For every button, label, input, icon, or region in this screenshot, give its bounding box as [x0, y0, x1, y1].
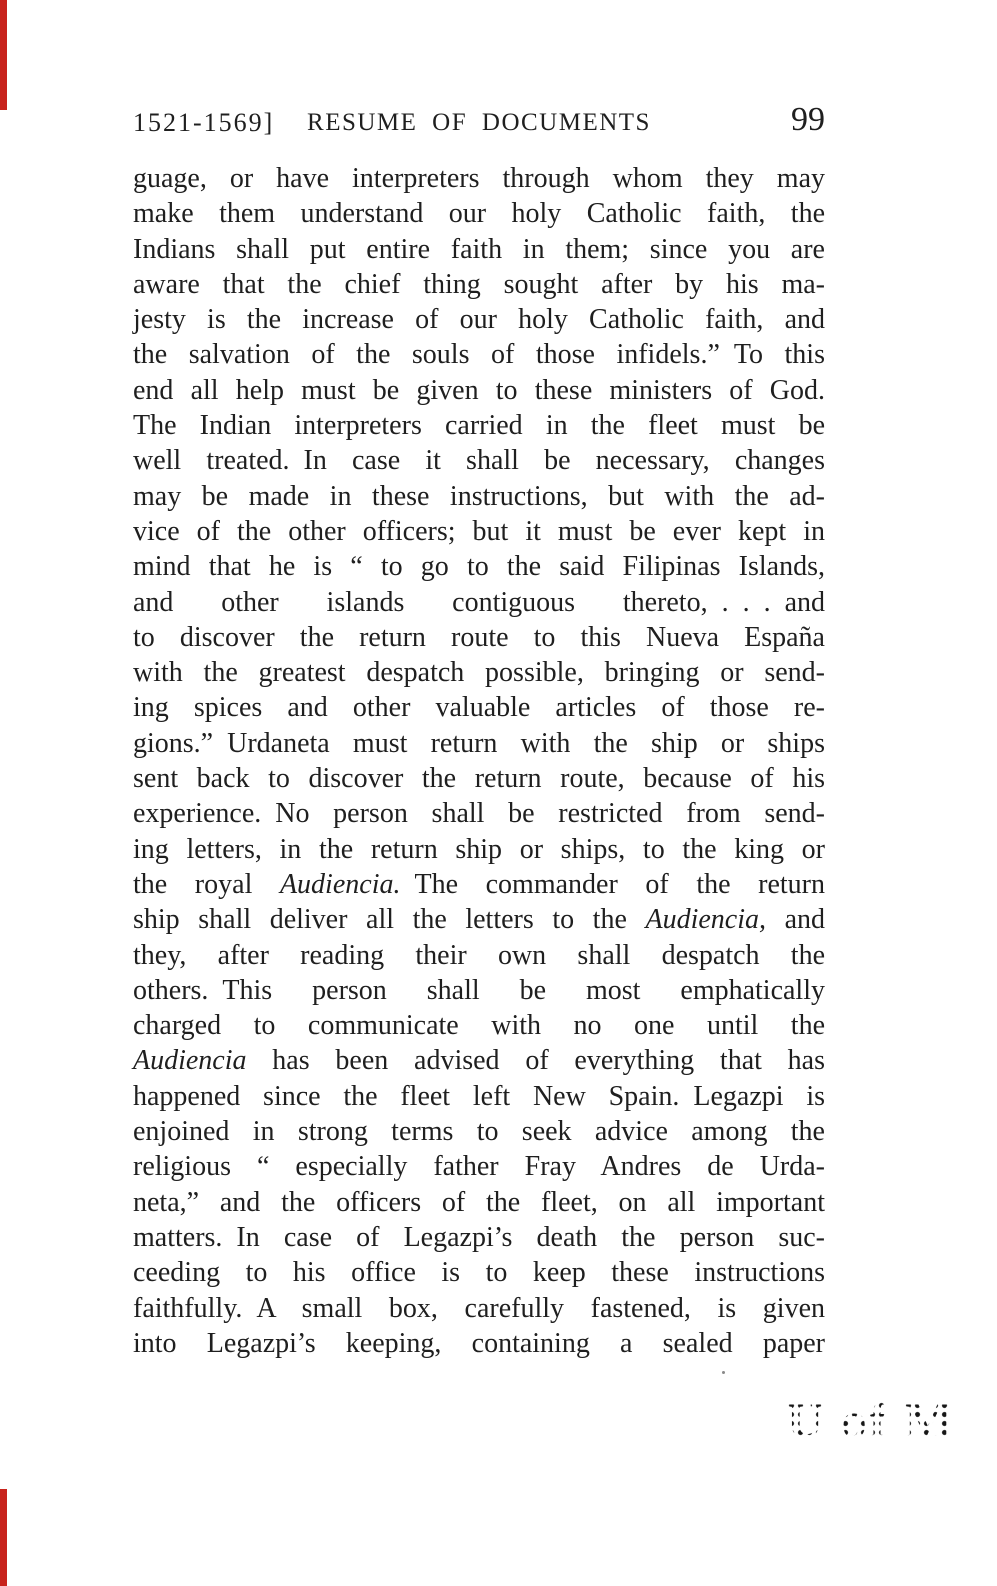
- text-segment: experience. No person shall be restricted from send-: [133, 798, 825, 830]
- film-edge-bottom: [0, 1489, 7, 1586]
- text-segment: neta,” and the officers of the fleet, on all important: [133, 1186, 825, 1218]
- text-line: [133, 196, 825, 231]
- text-segment: ing spices and other valuable articles of those re-: [133, 692, 825, 724]
- text-segment: ceeding to his office is to keep these instructions: [133, 1257, 825, 1289]
- text-segment: jesty is the increase of our holy Catholic faith, and: [133, 304, 825, 336]
- header-date-range: 1521-1569]: [133, 108, 275, 137]
- text-line: [133, 690, 825, 725]
- text-line: [133, 585, 825, 620]
- text-line: [133, 267, 825, 302]
- text-line: [133, 514, 825, 549]
- text-segment: vice of the other officers; but it must be ever kept in: [133, 515, 825, 547]
- text-line: [133, 1079, 825, 1114]
- text-segment: they, after reading their own shall despatch the: [133, 939, 825, 971]
- text-line: [133, 796, 825, 831]
- scan-speck: [722, 1371, 725, 1374]
- text-segment: The commander of the return: [400, 868, 825, 900]
- text-segment: enjoined in strong terms to seek advice among the: [133, 1116, 825, 1148]
- text-segment: into Legazpi’s keeping, containing a sealed paper: [133, 1327, 825, 1359]
- text-line: [133, 408, 825, 443]
- text-segment: and other islands contiguous thereto, . . . and: [133, 586, 825, 618]
- text-line: [133, 1149, 825, 1184]
- text-line: [133, 1326, 825, 1361]
- text-segment: religious “ especially father Fray Andres de Urda-: [133, 1151, 825, 1183]
- text-segment: ship shall deliver all the letters to the: [133, 904, 646, 936]
- text-segment: sent back to discover the return route, because of his: [133, 763, 825, 795]
- text-segment: charged to communicate with no one until the: [133, 1010, 825, 1042]
- text-segment: happened since the fleet left New Spain. Legazpi is: [133, 1080, 825, 1112]
- text-line: [133, 232, 825, 267]
- text-segment: the royal: [133, 868, 280, 900]
- text-line: [133, 1255, 825, 1290]
- header-page-number: 99: [791, 101, 825, 138]
- text-segment: aware that the chief thing sought after by his ma-: [133, 268, 825, 300]
- text-line: [133, 832, 825, 867]
- text-segment: to discover the return route to this Nueva España: [133, 621, 825, 653]
- text-line: [133, 443, 825, 478]
- text-segment: matters. In case of Legazpi’s death the person suc-: [133, 1221, 825, 1253]
- text-line: [133, 161, 825, 196]
- text-line: [133, 1185, 825, 1220]
- text-line: [133, 761, 825, 796]
- text-line: [133, 867, 825, 902]
- italic-text-segment: Audiencia.: [279, 868, 401, 900]
- text-segment: with the greatest despatch possible, bringing or send-: [133, 657, 825, 689]
- text-segment: well treated. In case it shall be necessary, changes: [133, 445, 825, 477]
- text-segment: mind that he is “ to go to the said Filipinas Islands,: [133, 551, 825, 583]
- text-line: [133, 655, 825, 690]
- text-segment: has been advised of everything that has: [246, 1045, 825, 1077]
- text-line: [133, 1220, 825, 1255]
- header-running-title: RESUME OF DOCUMENTS: [307, 109, 651, 136]
- text-segment: gions.” Urdaneta must return with the ship or ships: [133, 727, 825, 759]
- text-line: [133, 549, 825, 584]
- text-line: [133, 1008, 825, 1043]
- text-line: [133, 620, 825, 655]
- text-line: [133, 973, 825, 1008]
- text-segment: and: [766, 904, 825, 936]
- text-segment: ing letters, in the return ship or ships, to the king or: [133, 833, 825, 865]
- text-line: [133, 902, 825, 937]
- text-segment: may be made in these instructions, but with the ad-: [133, 480, 825, 512]
- text-line: [133, 726, 825, 761]
- text-line: [133, 302, 825, 337]
- text-line: [133, 373, 825, 408]
- text-line: [133, 1114, 825, 1149]
- library-perforation-watermark: U of M: [787, 1392, 957, 1452]
- text-segment: end all help must be given to these ministers of God.: [133, 374, 825, 406]
- text-line: [133, 1043, 825, 1078]
- italic-text-segment: Audiencia,: [645, 904, 766, 936]
- film-edge-top: [0, 0, 7, 110]
- text-segment: the salvation of the souls of those infidels.” To this: [133, 339, 825, 371]
- text-line: [133, 337, 825, 372]
- text-line: [133, 938, 825, 973]
- text-segment: make them understand our holy Catholic faith, the: [133, 198, 825, 230]
- italic-text-segment: Audiencia: [133, 1045, 247, 1077]
- body-paragraph: [133, 161, 825, 1361]
- text-segment: faithfully. A small box, carefully fastened, is given: [133, 1292, 825, 1324]
- text-line: [133, 479, 825, 514]
- text-segment: guage, or have interpreters through whom they may: [133, 163, 825, 194]
- text-segment: The Indian interpreters carried in the fleet must be: [133, 410, 825, 442]
- text-segment: others. This person shall be most emphatically: [133, 974, 825, 1006]
- text-segment: Indians shall put entire faith in them; since you are: [133, 233, 825, 265]
- text-line: [133, 1291, 825, 1326]
